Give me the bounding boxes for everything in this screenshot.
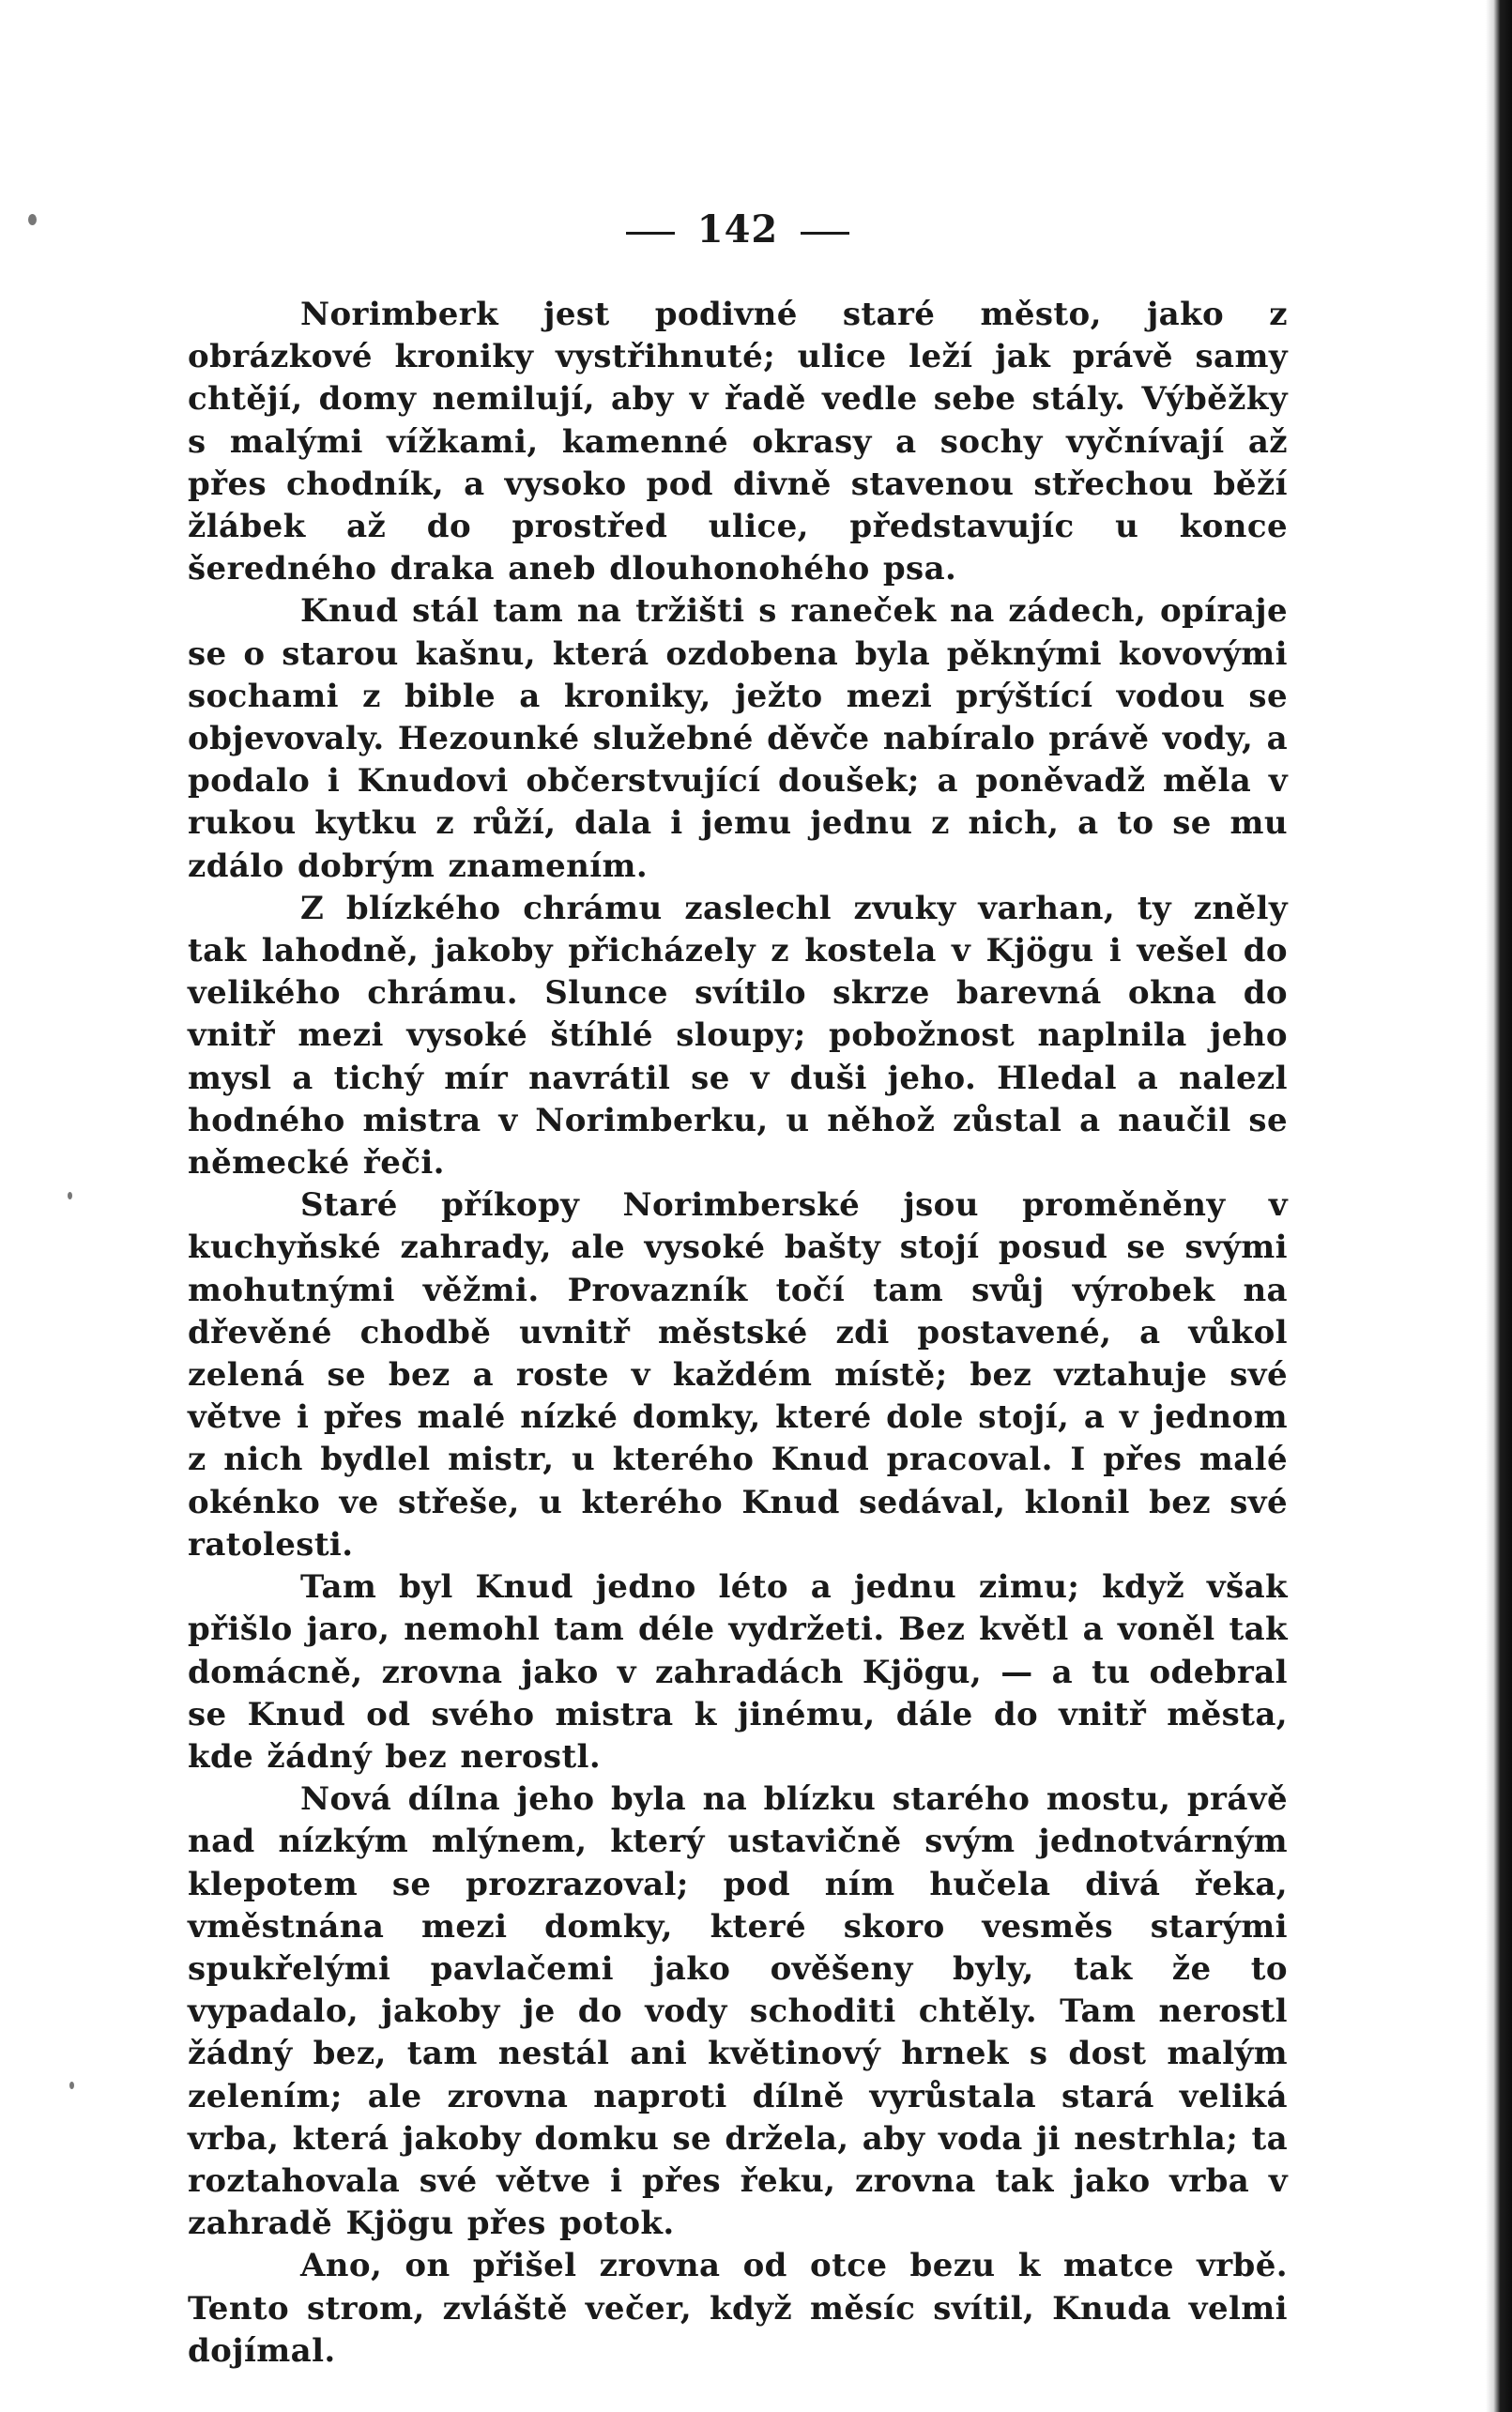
scan-speck: [68, 1192, 72, 1199]
scan-speck: [69, 2082, 74, 2089]
page-number-value: 142: [696, 207, 779, 252]
scan-page-edge: [1486, 0, 1512, 2412]
page-number: [188, 207, 1288, 252]
paragraph: Knud stál tam na tržišti s raneček na zádech, opíraje se o starou kašnu, která ozdobena byla pěknými kovovými sochami z bible a kroniky, ježto mezi prýštící vodou se objevovaly. Hezounké služebné děvče nabíralo právě vody, a podalo i Knudovi občerstvující doušek; a poněvadž měla v rukou kytku z růží, dala i jemu jednu z nich, a to se mu zdálo dobrým znamením.: [188, 592, 1288, 885]
paragraph: Nová dílna jeho byla na blízku starého mostu, právě nad nízkým mlýnem, který ustavičně svým jednotvárným klepotem se prozrazoval; pod ním hučela divá řeka, vměstnána mezi domky, které skoro vesměs starými spukřelými pavlačemi jako ověšeny byly, tak že to vypadalo, jakoby je do vody schoditi chtěly. Tam nerostl žádný bez, tam nestál ani květinový hrnek s dost malým zelením; ale zrovna naproti dílně vyrůstala stará veliká vrba, která jakoby domku se držela, aby voda ji nestrhla; ta roztahovala své větve i přes řeku, zrovna tak jako vrba v zahradě Kjögu přes potok.: [188, 1780, 1288, 2243]
page-number-dash-right: [801, 232, 849, 235]
paragraph: Tam byl Knud jedno léto a jednu zimu; když však přišlo jaro, nemohl tam déle vydržeti. Bez květl a voněl tak domácně, zrovna jako v zahradách Kjögu, — a tu odebral se Knud od svého mistra k jinému, dále do vnitř města, kde žádný bez nerostl.: [188, 1568, 1288, 1776]
paragraph: Z blízkého chrámu zaslechl zvuky varhan, ty zněly tak lahodně, jakoby přicházely z kostela v Kjögu i vešel do velikého chrámu. Slunce svítilo skrze barevná okna do vnitř mezi vysoké štíhlé sloupy; pobožnost naplnila jeho mysl a tichý mír navrátil se v duši jeho. Hledal a nalezl hodného mistra v Norimberku, u něhož zůstal a naučil se německé řeči.: [188, 889, 1288, 1183]
paragraph: Norimberk jest podivné staré město, jako z obrázkové kroniky vystřihnuté; ulice leží jak právě samy chtějí, domy nemilují, aby v řadě vedle sebe stály. Výběžky s malými vížkami, kamenné okrasy a sochy vyčnívají až přes chodník, a vysoko pod divně stavenou střechou běží žlábek až do prostřed ulice, představujíc u konce šeredného draka aneb dlouhonohého psa.: [188, 296, 1288, 588]
page-number-dash-left: [626, 232, 675, 235]
book-page: [188, 207, 1288, 2373]
paragraph: Ano, on přišel zrovna od otce bezu k matce vrbě. Tento strom, zvláště večer, když měsíc svítil, Knuda velmi dojímal.: [188, 2247, 1288, 2370]
scan-speck: [28, 214, 37, 225]
paragraph: Staré příkopy Norimberské jsou proměněny v kuchyňské zahrady, ale vysoké bašty stojí posud se svými mohutnými věžmi. Provazník točí tam svůj výrobek na dřevěné chodbě uvnitř městské zdi postavené, a vůkol zelená se bez a roste v každém místě; bez vztahuje své větve i přes malé nízké domky, které dole stojí, a v jednom z nich bydlel mistr, u kterého Knud pracoval. I přes malé okénko ve střeše, u kterého Knud sedával, klonil bez své ratolesti.: [188, 1186, 1288, 1564]
